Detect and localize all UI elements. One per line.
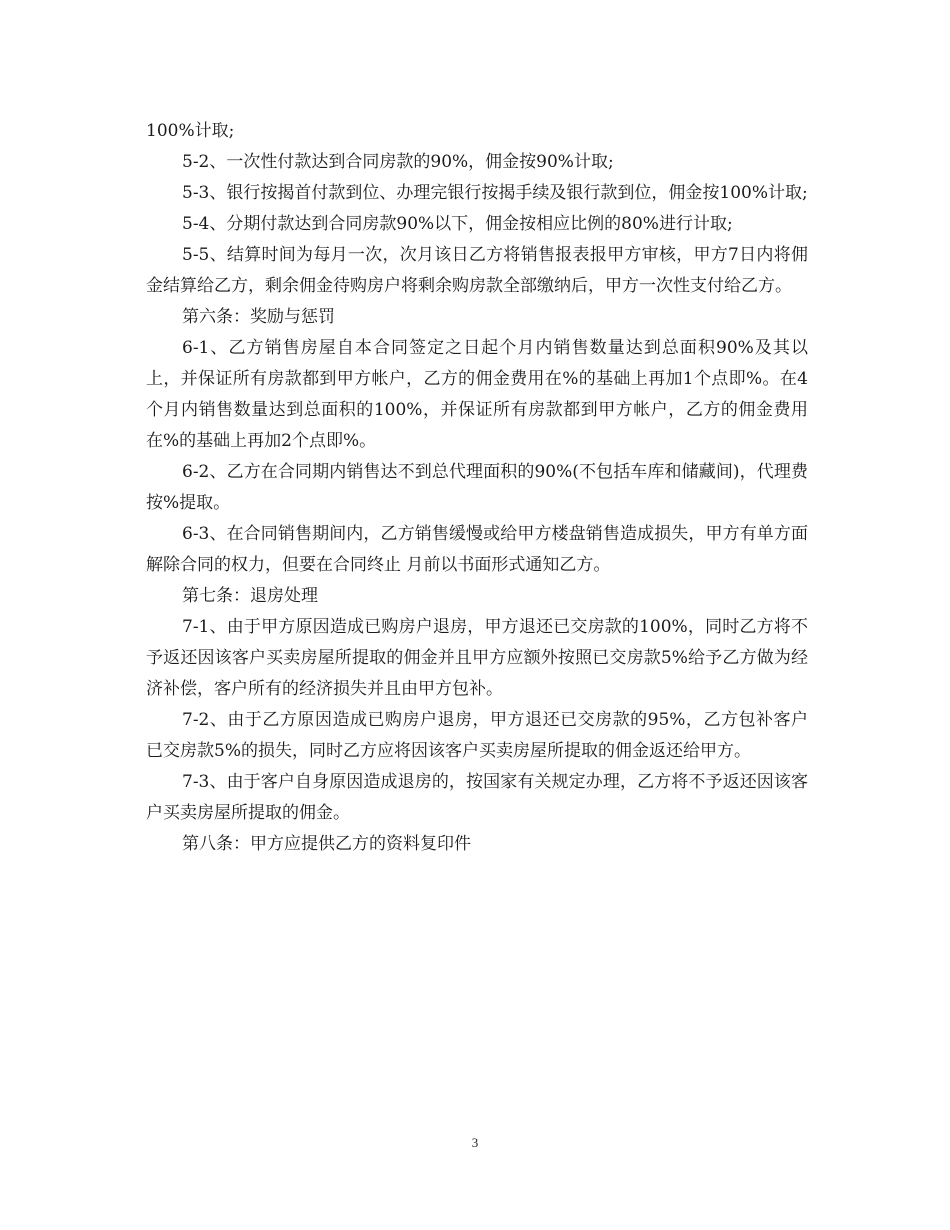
paragraph: 100%计取;	[146, 121, 235, 141]
section-heading: 第七条：退房处理	[182, 586, 318, 606]
paragraph: 5-3、银行按揭首付款到位、办理完银行按揭手续及银行款到位，佣金按100%计取;	[182, 183, 808, 203]
paragraph: 6-1、乙方销售房屋自本合同签定之日起个月内销售数量达到总面积90%及其以上，并保证所有房款都到甲方帐户，乙方的佣金费用在%的基础上再加1个点即%。在4个月内销售数量达到总面积的100%，并保证所有房款都到甲方帐户，乙方的佣金费用在%的基础上再加2个点即%。	[146, 338, 808, 451]
paragraph: 5-5、结算时间为每月一次，次月该日乙方将销售报表报甲方审核，甲方7日内将佣金结算给乙方，剩余佣金待购房户将剩余购房款全部缴纳后，甲方一次性支付给乙方。	[146, 245, 808, 296]
paragraph: 7-2、由于乙方原因造成已购房户退房，甲方退还已交房款的95%，乙方包补客户已交房款5%的损失，同时乙方应将因该客户买卖房屋所提取的佣金返还给甲方。	[146, 710, 808, 761]
paragraph: 6-2、乙方在合同期内销售达不到总代理面积的90%(不包括车库和储藏间)，代理费按%提取。	[146, 462, 808, 513]
page-number: 3	[471, 1135, 479, 1150]
section-heading: 第八条：甲方应提供乙方的资料复印件	[182, 834, 471, 854]
paragraph: 6-3、在合同销售期间内，乙方销售缓慢或给甲方楼盘销售造成损失，甲方有单方面解除合同的权力，但要在合同终止 月前以书面形式通知乙方。	[146, 524, 808, 575]
paragraph: 7-1、由于甲方原因造成已购房户退房，甲方退还已交房款的100%，同时乙方将不予返还因该客户买卖房屋所提取的佣金并且甲方应额外按照已交房款5%给予乙方做为经济补偿，客户所有的经济损失并且由甲方包补。	[146, 617, 808, 699]
paragraph: 5-2、一次性付款达到合同房款的90%，佣金按90%计取;	[182, 152, 614, 172]
section-heading: 第六条：奖励与惩罚	[182, 307, 335, 327]
paragraph: 7-3、由于客户自身原因造成退房的，按国家有关规定办理，乙方将不予返还因该客户买卖房屋所提取的佣金。	[146, 772, 808, 823]
document-body	[146, 116, 808, 860]
paragraph: 5-4、分期付款达到合同房款90%以下，佣金按相应比例的80%进行计取;	[182, 214, 733, 234]
